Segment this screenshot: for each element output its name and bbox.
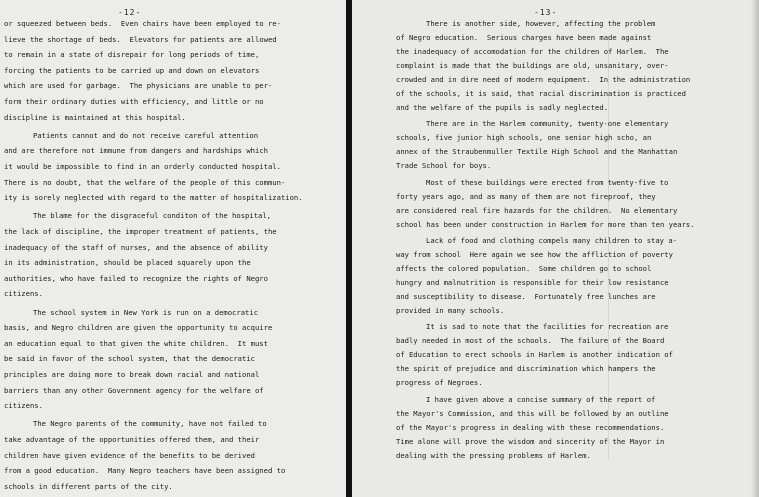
text-line: basis, and Negro children are given the opportunity to acquire <box>4 323 273 333</box>
text-line: which are used for garbage. The physicians are unable to per- <box>4 81 273 91</box>
text-line: Time alone will prove the wisdom and sincerity of the Mayor in <box>396 436 665 446</box>
text-line: The school system in New York is run on a democratic <box>33 307 259 317</box>
text-line: annex of the Straubenmuller Textile High School and the Manhattan <box>396 147 678 157</box>
text-line: and the welfare of the pupils is sadly neglected. <box>396 102 609 112</box>
text-line: be said in favor of the school system, that the democratic <box>4 354 255 364</box>
text-line: inadequacy of the staff of nurses, and the absence of ability <box>4 242 268 252</box>
text-line: There are in the Harlem community, twenty-one elementary <box>426 119 669 129</box>
text-line: are considered real fire hazards for the children. No elementary <box>396 205 678 215</box>
text-line: citizens. <box>4 401 43 411</box>
text-line: There is no doubt, that the welfare of the people of this commun- <box>4 177 286 187</box>
text-line: forcing the patients to be carried up and down on elevators <box>4 65 260 75</box>
text-line: affects the colored population. Some children go to school <box>396 263 652 273</box>
text-line: to remain in a state of disrepair for long periods of time, <box>4 50 260 60</box>
text-line: take advantage of the opportunities offered them, and their <box>4 435 260 444</box>
text-line: of the schools, it is said, that racial discrimination is practiced <box>396 88 686 98</box>
right-page <box>352 0 759 497</box>
text-line: ity is sorely neglected with regard to the matter of hospitalization. <box>4 193 303 203</box>
text-line: Patients cannot and do not receive careful attention <box>33 130 259 140</box>
text-line: discipline is maintained at this hospital. <box>4 112 186 122</box>
text-line: in its administration, should be placed squarely upon the <box>4 258 251 268</box>
text-line: I have given above a concise summary of the report of <box>426 394 656 404</box>
text-line: dealing with the pressing problems of Harlem. <box>396 450 591 460</box>
text-line: the spirit of prejudice and discrimination which hampers the <box>396 364 656 374</box>
text-line: form their ordinary duties with efficiency, and little or no <box>4 97 264 106</box>
text-line: and are therefore not immune from dangers and hardships which <box>4 146 268 156</box>
text-line: or squeezed between beds. Even chairs have been employed to re- <box>4 19 281 28</box>
text-line: lieve the shortage of beds. Elevators for patients are allowed <box>4 34 277 44</box>
text-line: Lack of food and clothing compels many children to stay a- <box>426 236 677 246</box>
text-line: it would be impossible to find in an orderly conducted hospital. <box>4 162 281 171</box>
text-line: the Mayor's Commission, and this will be followed by an outline <box>396 408 669 418</box>
text-line: Trade School for boys. <box>396 161 492 171</box>
text-line: crowded and in dire need of modern equipment. In the administration <box>396 74 691 84</box>
text-line: the inadequacy of accomodation for the children of Harlem. The <box>396 46 669 56</box>
text-line: school has been under construction in Harlem for more than ten years. <box>396 219 695 229</box>
text-line: authorities, who have failed to recognize the rights of Negro <box>4 273 268 283</box>
text-line: citizens. <box>4 289 43 299</box>
text-line: the lack of discipline, the improper treatment of patients, the <box>4 227 277 236</box>
text-line: The blame for the disgraceful conditon of the hospital, <box>33 211 271 221</box>
text-line: progress of Negroes. <box>396 378 483 388</box>
text-line: principles are doing more to break down racial and national <box>4 370 260 379</box>
fold-line <box>608 40 609 460</box>
text-line: of Education to erect schools in Harlem is another indication of <box>396 350 673 360</box>
text-line: of Negro education. Serious charges have been made against <box>396 32 652 42</box>
text-line: There is another side, however, affecting the problem <box>426 19 656 28</box>
text-line: an education equal to that given the white children. It must <box>4 338 268 348</box>
text-line: hungry and malnutrition is responsible for their low resistance <box>396 277 669 287</box>
page-number: -12- <box>118 8 142 17</box>
text-line: It is sad to note that the facilities for recreation are <box>426 322 669 332</box>
text-line: complaint is made that the buildings are old, unsanitary, over- <box>396 60 669 70</box>
left-page <box>0 0 346 497</box>
text-line: forty years ago, and as many of them are not fireproof, they <box>396 191 656 201</box>
text-line: schools in different parts of the city. <box>4 481 173 491</box>
text-line: from a good education. Many Negro teachers have been assigned to <box>4 466 286 476</box>
text-line: schools, five junior high schools, one senior high scho, an <box>396 133 652 143</box>
text-line: barriers than any other Government agency for the welfare of <box>4 385 264 395</box>
text-line: children have given evidence of the benefits to be derived <box>4 450 255 460</box>
page-number: -13- <box>534 8 558 17</box>
text-line: badly needed in most of the schools. The failure of the Board <box>396 336 665 346</box>
text-line: way from school Here again we see how the affliction of poverty <box>396 250 673 259</box>
page-edge-shadow <box>751 0 759 497</box>
text-line: and susceptibility to disease. Fortunately free lunches are <box>396 291 656 301</box>
text-line: The Negro parents of the community, have not failed to <box>33 419 267 429</box>
text-line: of the Mayor's progress in dealing with these recommendations. <box>396 422 665 432</box>
text-line: provided in many schools. <box>396 305 505 315</box>
text-line: Most of these buildings were erected from twenty-five to <box>426 177 669 187</box>
